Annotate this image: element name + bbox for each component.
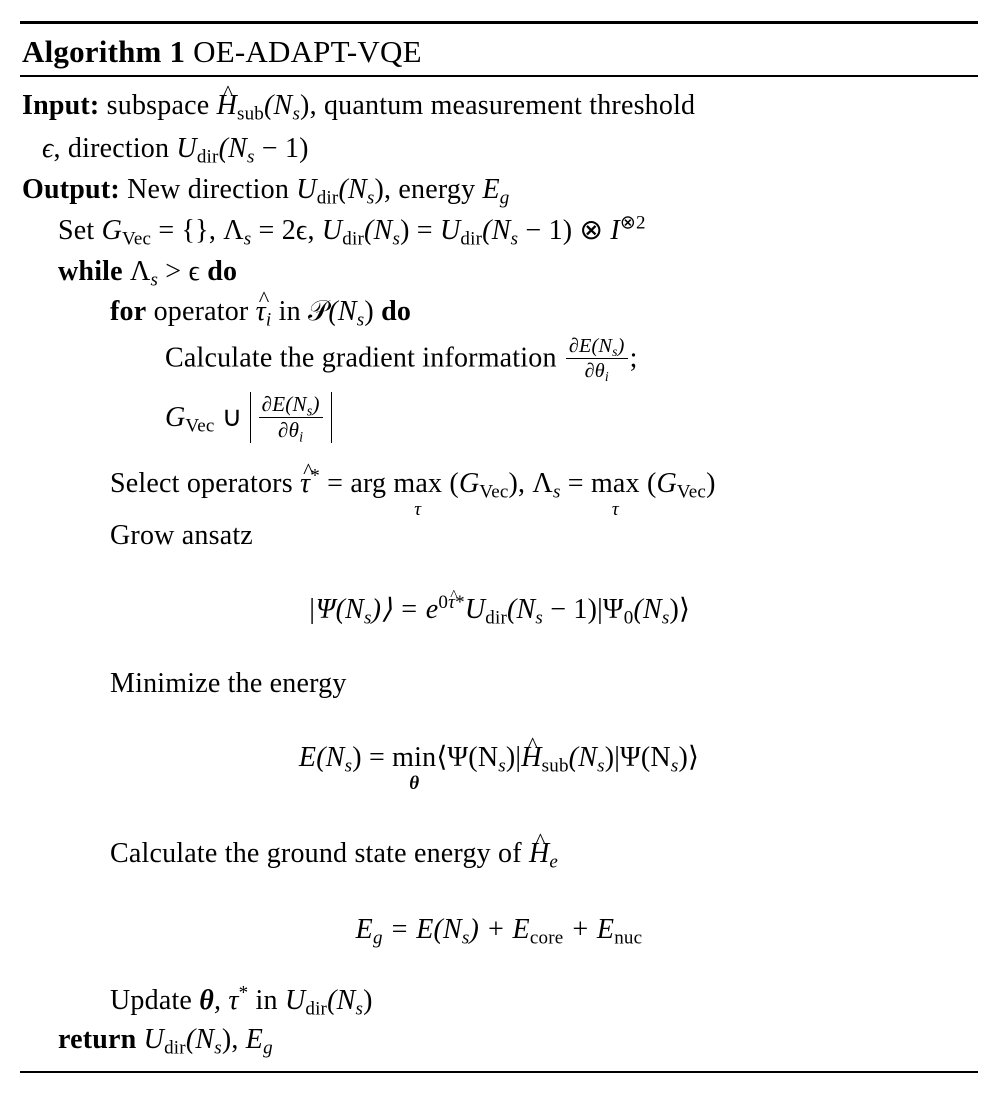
math: (N: [328, 296, 357, 327]
math: s: [597, 755, 605, 777]
math: + E: [563, 914, 615, 945]
math: core: [529, 927, 564, 949]
math: (N: [327, 985, 356, 1016]
math: max: [393, 468, 443, 499]
math: s: [355, 998, 364, 1020]
math: Vec: [185, 415, 215, 437]
math: E: [355, 914, 373, 945]
text: subspace: [106, 90, 210, 121]
math: (N: [185, 1024, 215, 1055]
text: in: [248, 985, 285, 1016]
math: g: [372, 927, 383, 949]
math: s: [344, 755, 353, 777]
math: s: [670, 755, 679, 777]
gradient-fraction: $\frac{\partial E(N_s)}{\partial\theta_i}$: [566, 336, 628, 381]
math: 0: [623, 607, 634, 629]
math: (N: [218, 133, 247, 164]
math: =: [560, 468, 591, 499]
math: ^ H: [529, 840, 549, 868]
math: s: [366, 187, 375, 209]
math: U: [440, 215, 461, 246]
math: E(N: [298, 742, 345, 773]
math: min: [392, 742, 437, 773]
math: ,: [231, 1024, 246, 1055]
math: s: [243, 228, 252, 250]
ground-energy-equation: [0, 914, 998, 949]
input-line-2: [42, 133, 309, 168]
math: dir: [164, 1037, 186, 1059]
gradient-line: [165, 335, 638, 385]
text: Calculate the ground state energy of: [110, 838, 522, 869]
math: sub: [236, 103, 265, 125]
gvec-line: [165, 392, 332, 446]
set-line: Set $G_{Vec}$ = {}, $\Lambda_s = 2\epsilon$, $U_{dir}(N_s) = U_{dir}(N_s - 1)$ ⊗ $I^{\otimes 2}$: [58, 212, 646, 250]
math: , τ: [214, 985, 239, 1016]
text: , direction: [53, 133, 170, 164]
output-line: Output: New direction $U_{dir}(N_s)$, energy $E_g$: [22, 174, 510, 209]
math: e: [549, 851, 559, 873]
math: s: [552, 481, 561, 503]
math: )⟩: [678, 742, 700, 773]
text: Set: [58, 215, 95, 246]
math: U: [321, 215, 343, 246]
keyword: while: [58, 256, 123, 287]
math: ∂E(N: [568, 335, 613, 357]
math: dir: [485, 607, 507, 629]
math: g: [263, 1037, 273, 1059]
math: = 2ϵ,: [251, 215, 322, 246]
math: E: [482, 174, 500, 205]
math: nuc: [614, 927, 643, 949]
math: ^ H: [217, 92, 237, 120]
math: dir: [460, 228, 483, 250]
math: g: [499, 187, 510, 209]
math: ⊗2: [619, 212, 646, 234]
math: − 1): [254, 133, 309, 164]
math: i: [604, 369, 609, 385]
math: (N: [338, 174, 367, 205]
math: > ϵ: [158, 256, 208, 287]
math: (N: [264, 90, 293, 121]
math: 0: [438, 591, 449, 613]
input-label: Input:: [22, 90, 100, 121]
text: quantum measurement threshold: [323, 90, 696, 121]
text: Select operators: [110, 468, 293, 499]
math: E: [245, 1024, 264, 1055]
algorithm-caption: [22, 36, 422, 67]
math: G: [656, 468, 677, 499]
ansatz-equation: $|\Psi(N_s)⟩ = e^{0\tau*}U_{dir}(N_s$ − $1)|\Psi_0(N_s)⟩$: [307, 591, 691, 629]
math: s: [510, 228, 519, 250]
keyword: return: [58, 1024, 137, 1055]
math: θ: [199, 985, 214, 1016]
math: Vec: [676, 481, 707, 503]
math: s: [535, 607, 544, 629]
keyword: for: [110, 296, 147, 327]
math: dir: [196, 146, 219, 168]
for-line: for operator ^ $\tau_i$ in $𝒫(N_s)$ do: [110, 298, 411, 326]
math: s: [246, 146, 255, 168]
caption-rule: [20, 75, 978, 77]
math: ∪: [214, 401, 250, 433]
math: − 1): [518, 215, 573, 246]
math: − 1)|Ψ: [543, 594, 624, 625]
math: sub: [541, 755, 569, 777]
caption-label: Algorithm 1: [22, 34, 186, 69]
while-line: [58, 256, 238, 291]
output-label: Output:: [22, 174, 120, 205]
text: Update: [110, 985, 193, 1016]
caption-title: OE-ADAPT-VQE: [193, 34, 422, 69]
math: =: [409, 215, 440, 246]
bottom-rule: [20, 1071, 978, 1073]
math: U: [143, 1024, 165, 1055]
math: G: [165, 401, 186, 433]
math: s: [150, 269, 159, 291]
math: i: [299, 429, 304, 446]
math: ∂θ: [584, 360, 605, 383]
text: in: [278, 296, 301, 327]
math: Vec: [479, 481, 509, 503]
ground-state-line: [110, 838, 559, 873]
keyword: do: [381, 296, 412, 327]
text: Calculate the gradient information: [165, 342, 557, 374]
text: Minimize the energy: [110, 668, 347, 699]
math: ^ τ: [300, 470, 310, 498]
math: max: [590, 468, 640, 499]
math: G: [101, 215, 123, 246]
text: Grow ansatz: [110, 520, 253, 551]
math: τ: [611, 499, 619, 520]
math: )⟩ = e: [371, 594, 439, 625]
keyword: do: [207, 256, 238, 287]
math: τ: [414, 499, 422, 520]
text: New direction: [127, 174, 290, 205]
math: U: [296, 174, 317, 205]
math: (N: [507, 594, 536, 625]
math: )⟩: [669, 594, 691, 625]
math: *: [238, 982, 249, 1004]
return-line: return $U_{dir}(N_s)$, $E_g$: [58, 1024, 273, 1059]
energy-equation: $E(N_s)$ = min θ $⟨\Psi(N_s)|\^{}$ $H_{sub}(N_s)|\Psi(N_s)⟩$: [0, 744, 998, 793]
math: ^ τ: [256, 298, 266, 326]
math: , Λ: [518, 468, 553, 499]
math: = {}, Λ: [151, 215, 244, 246]
math: )|Ψ(N: [604, 742, 671, 773]
grow-line: [110, 522, 253, 550]
math: ),: [300, 90, 317, 121]
math: ) + E: [469, 914, 530, 945]
text: ;: [629, 342, 638, 374]
math: = E(N: [382, 914, 462, 945]
math: s: [612, 344, 618, 360]
math: ^ H: [521, 744, 541, 772]
text: , energy: [384, 174, 476, 205]
math: θ: [409, 773, 420, 794]
math: (N: [364, 215, 393, 246]
math: s: [356, 309, 365, 331]
math: Λ: [129, 256, 151, 287]
math: |Ψ(N: [307, 594, 364, 625]
math: U: [284, 985, 306, 1016]
abs-gradient: $\frac{\partial E(N_s)}{\partial\theta_i}$: [250, 392, 332, 443]
math: )|: [505, 742, 522, 773]
text: operator: [153, 296, 249, 327]
math: s: [498, 755, 506, 777]
update-line: Update θ, τ* in $U_{dir}(N_s)$: [110, 982, 373, 1020]
math: i: [265, 309, 272, 331]
math: s: [292, 103, 301, 125]
math: ϵ: [42, 133, 54, 164]
math: s: [214, 1037, 222, 1059]
select-line: Select operators ^ τ* = arg max τ $(G_{Vec})$, $\Lambda_s$ = max τ $(G_{Vec})$: [110, 470, 716, 519]
math: U: [176, 133, 197, 164]
math: s: [661, 607, 670, 629]
minimize-line: [110, 670, 347, 698]
math: s: [306, 403, 313, 420]
math: s: [392, 228, 401, 250]
math: 𝒫: [307, 296, 329, 327]
math: ∂E(N: [261, 392, 307, 416]
math: G: [458, 468, 480, 499]
input-line: [22, 90, 696, 125]
top-rule: [20, 21, 978, 24]
math: dir: [305, 998, 328, 1020]
math: ) =: [352, 742, 393, 773]
math: ∂θ: [278, 418, 300, 442]
math: dir: [342, 228, 365, 250]
math: Vec: [122, 228, 152, 250]
math: s: [363, 607, 372, 629]
math: U: [464, 594, 486, 625]
math: s: [461, 927, 470, 949]
math: (N: [482, 215, 511, 246]
math: ⟨Ψ(N: [436, 742, 499, 773]
math: = arg: [319, 468, 394, 499]
math: dir: [316, 187, 339, 209]
